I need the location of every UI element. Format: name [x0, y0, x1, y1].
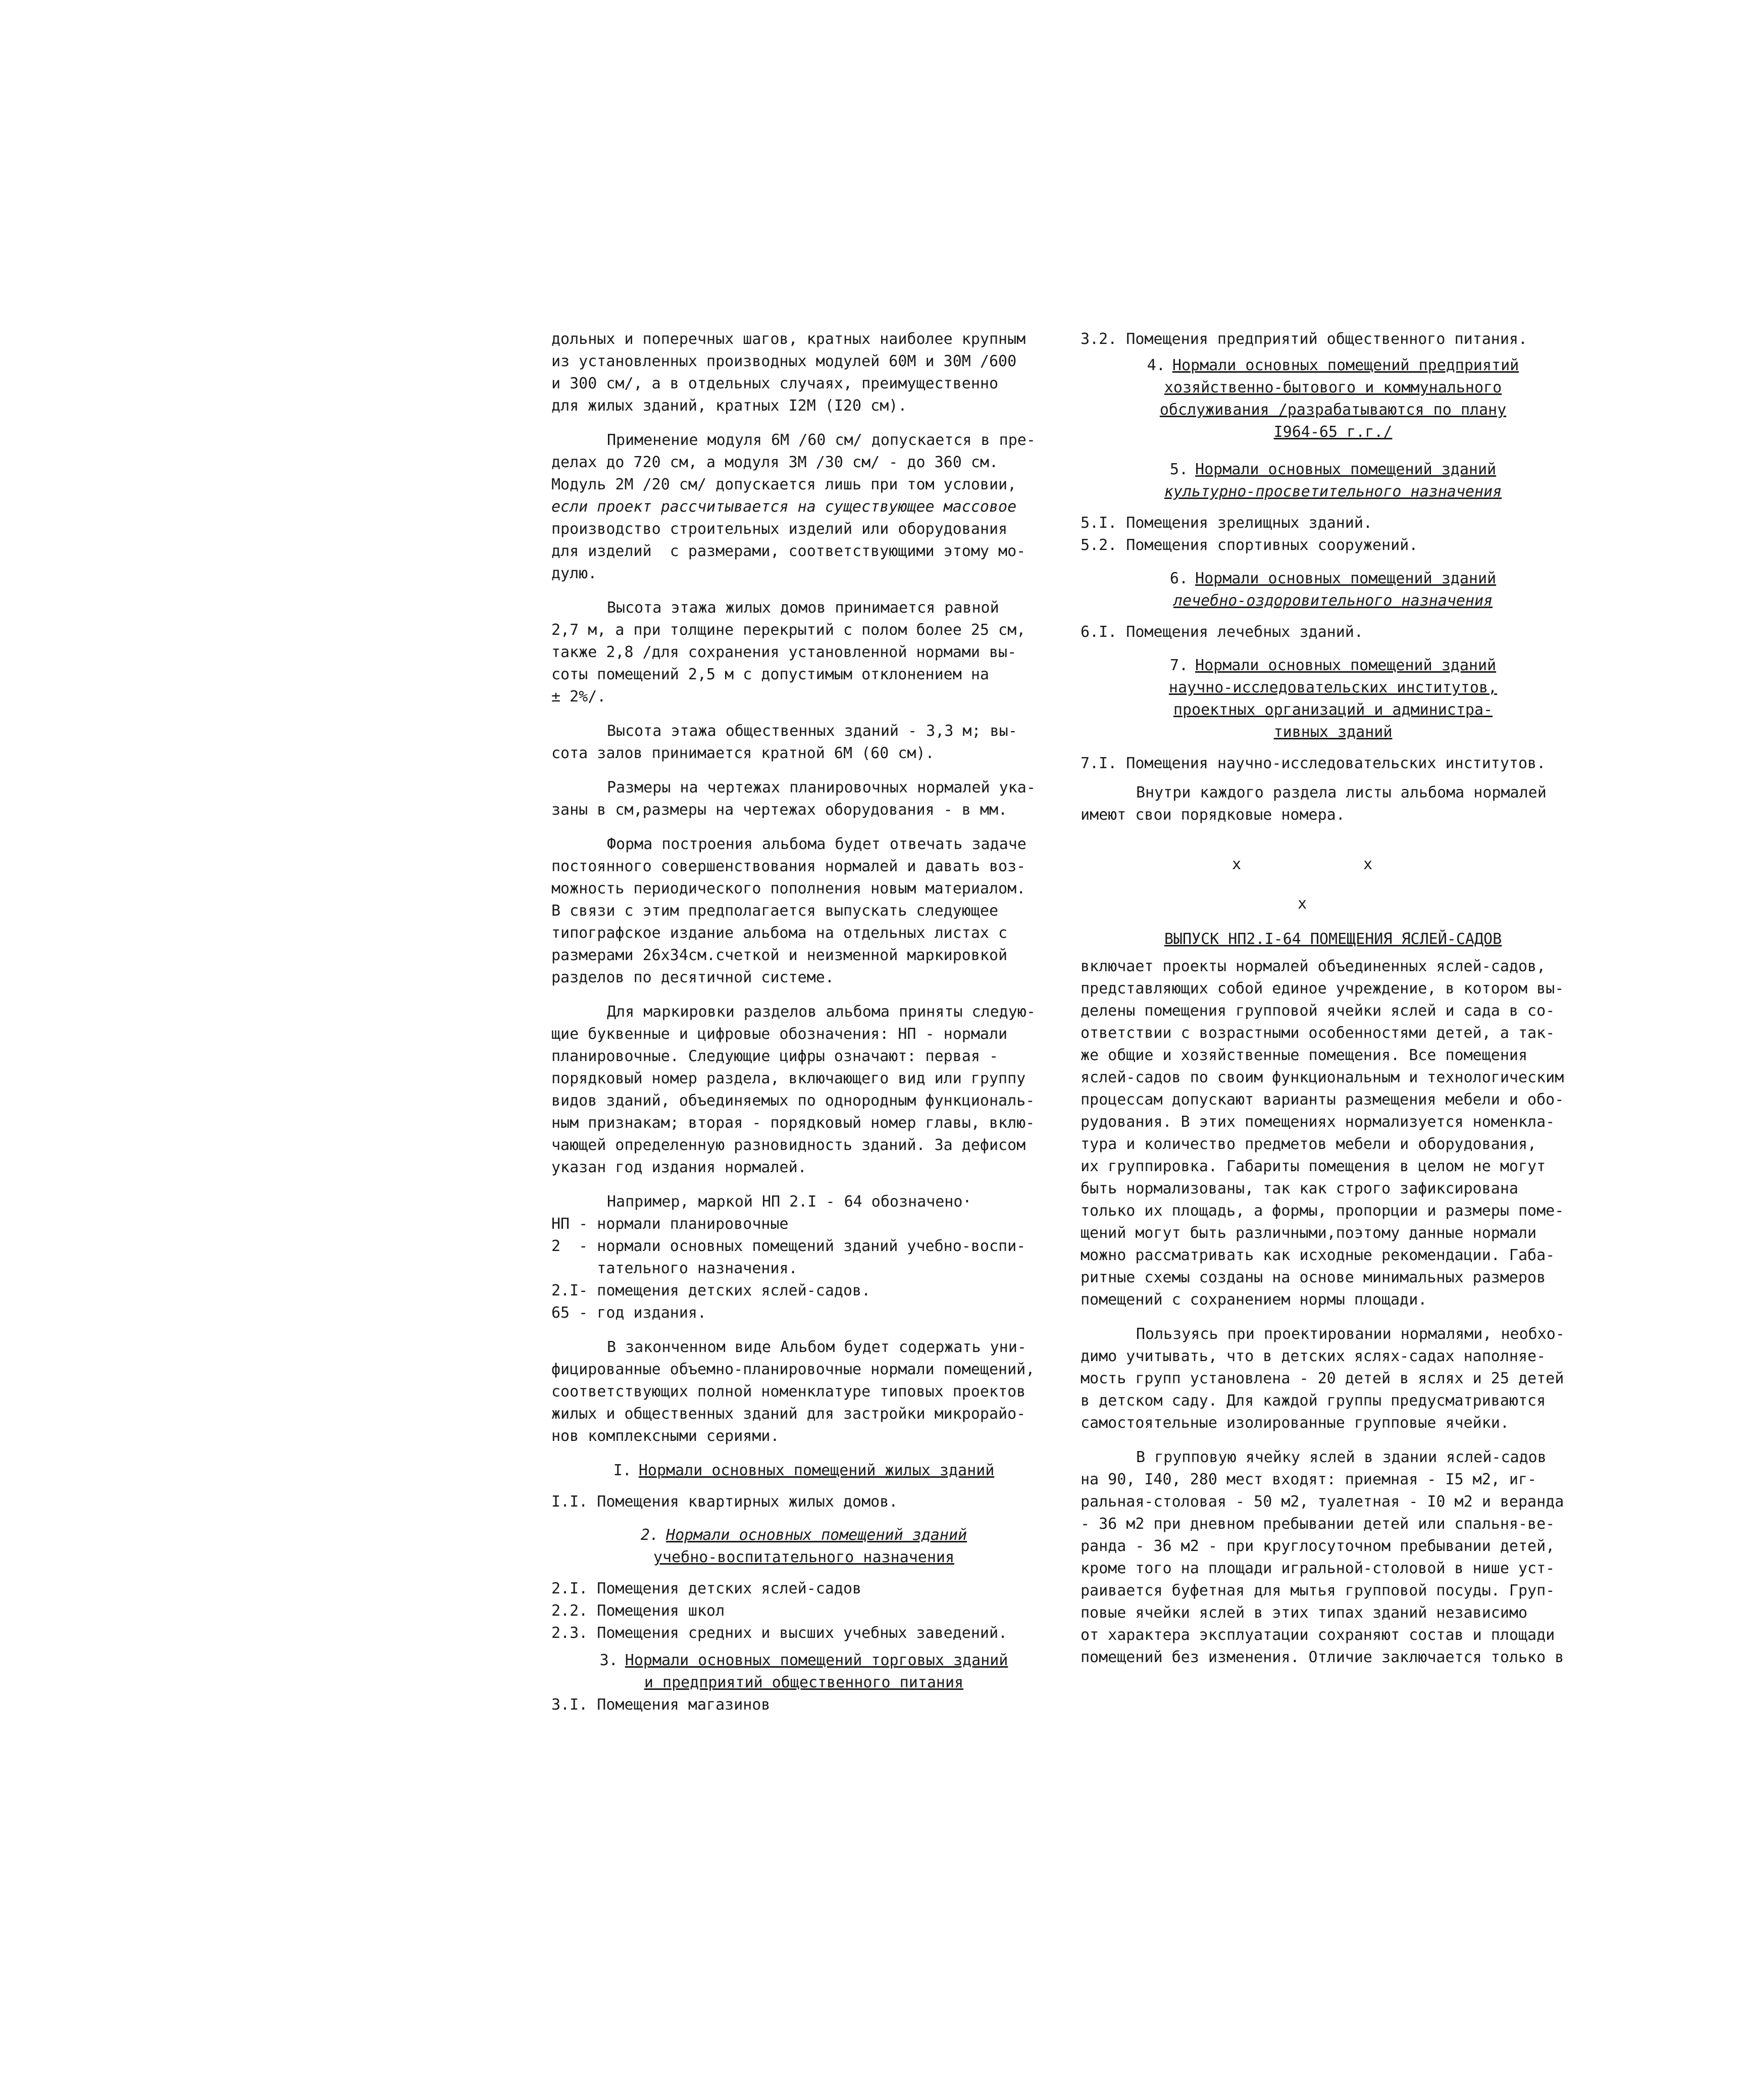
text-line: 2.I- помещения детских яслей-садов.: [551, 1282, 871, 1299]
text-line: от характера эксплуатации сохраняют состав и площади: [1081, 1626, 1555, 1644]
list-item: 5.I. Помещения зрелищных зданий.: [1081, 514, 1372, 532]
text-line: заны в см,размеры на чертежах оборудования - в мм.: [551, 801, 1008, 819]
text-line: чающей определенную разновидность зданий. За дефисом: [551, 1136, 1026, 1154]
section-heading-3: [551, 1649, 1056, 1694]
text-line: типографское издание альбома на отдельных листах с: [551, 924, 1008, 942]
text-line: дольных и поперечных шагов, кратных наиболее крупным: [551, 330, 1026, 348]
list-item: 3.I. Помещения магазинов: [551, 1696, 771, 1714]
section-heading-5: [1081, 459, 1585, 503]
text-line: порядковый номер раздела, включающего вид или группу: [551, 1070, 1026, 1087]
text-line: Форма построения альбома будет отвечать задаче: [607, 835, 1027, 853]
text-line: кроме того на площади игральной-столовой в нише уст-: [1081, 1560, 1555, 1577]
section-heading-4: [1081, 355, 1585, 443]
list-item: 2.I. Помещения детских яслей-садов: [551, 1580, 862, 1597]
paragraph: [551, 720, 1056, 765]
section-title: Нормали основных помещений жилых зданий: [638, 1462, 995, 1479]
text-line: Размеры на чертежах планировочных нормалей ука-: [607, 779, 1036, 796]
text-line: из установленных производных модулей 60М и 30М /600: [551, 353, 1017, 370]
separator-marks: [1081, 838, 1585, 919]
paragraph: [1081, 1446, 1585, 1669]
list-item: 7.I. Помещения научно-исследовательских институтов.: [1081, 755, 1546, 772]
text-line: постоянного совершенствования нормалей и давать воз-: [551, 858, 1026, 875]
section-list-2: [551, 1578, 1056, 1644]
text-line: сота залов принимается кратной 6М (60 см).: [551, 744, 935, 762]
separator-x: x: [1298, 895, 1307, 913]
text-line: повые ячейки яслей в этих типах зданий независимо: [1081, 1604, 1528, 1622]
section-title: Нормали основных помещений зданий: [666, 1526, 967, 1544]
text-line: щие буквенные и цифровые обозначения: НП - нормали: [551, 1025, 1008, 1043]
text-line: рудования. В этих помещениях нормализуется номенкла-: [1081, 1113, 1555, 1131]
paragraph: [551, 833, 1056, 989]
text-line: делах до 720 см, а модуля 3М /30 см/ - до 360 см.: [551, 454, 999, 471]
text-line: ± 2%/.: [551, 688, 606, 706]
text-line: ным признакам; вторая - порядковый номер главы, вклю-: [551, 1114, 1035, 1132]
section-heading-2: [551, 1524, 1056, 1569]
release-title: ВЫПУСК НП2.I-64 ПОМЕЩЕНИЯ ЯСЛЕЙ-САДОВ: [1164, 930, 1502, 948]
text-line: НП - нормали планировочные: [551, 1215, 789, 1233]
paragraph: [551, 777, 1056, 821]
text-line: размерами 26х34см.счеткой и неизменной маркировкой: [551, 946, 1008, 964]
paragraph: [551, 429, 1056, 585]
text-line: Для маркировки разделов альбома приняты следую-: [607, 1003, 1036, 1021]
text-line: ранда - 36 м2 - при круглосуточном пребывании детей,: [1081, 1537, 1555, 1555]
section-number: 3.: [599, 1652, 618, 1669]
text-line: тура и количество предметов мебели и оборудования,: [1081, 1135, 1537, 1153]
section-title-line: культурно-просветительного назначения: [1164, 483, 1502, 501]
text-line: помещений без изменения. Отличие заключается только в: [1081, 1648, 1564, 1666]
text-line: указан год издания нормалей.: [551, 1159, 807, 1176]
paragraph: [1081, 1323, 1585, 1434]
text-line: ритные схемы созданы на основе минимальных размеров: [1081, 1269, 1546, 1286]
text-line: В групповую ячейку яслей в здании яслей-садов: [1136, 1448, 1547, 1466]
text-line: и 300 см/, а в отдельных случаях, преимущественно: [551, 375, 999, 392]
text-line: щений могут быть различными,поэтому данные нормали: [1081, 1224, 1537, 1242]
text-line: их группировка. Габариты помещения в целом не могут: [1081, 1158, 1546, 1175]
section-list-3: [551, 1694, 1056, 1716]
section-number: 4.: [1147, 357, 1165, 374]
section-title-line: обслуживания /разрабатываются по плану: [1159, 401, 1507, 419]
section-title-line: и предприятий общественного питания: [644, 1674, 964, 1691]
section-list-5: [1081, 512, 1585, 557]
separator-x: x: [1232, 856, 1242, 873]
text-line: представляющих собой единое учреждение, в котором вы-: [1081, 980, 1564, 997]
text-line: в детском саду. Для каждой группы предусматриваются: [1081, 1392, 1546, 1410]
section-title: Нормали основных помещений зданий: [1195, 657, 1497, 674]
text-line: включает проекты нормалей объединенных яслей-садов,: [1081, 958, 1546, 975]
section-number: I.: [613, 1462, 632, 1479]
text-line: - 36 м2 при дневном пребывании детей или спальня-ве-: [1081, 1515, 1555, 1533]
section-number: 7.: [1169, 657, 1189, 674]
text-line: 65 - год издания.: [551, 1304, 707, 1322]
text-line: имеют свои порядковые номера.: [1081, 806, 1345, 824]
section-heading-6: [1081, 568, 1585, 612]
paragraph: [551, 597, 1056, 708]
text-line: нов комплексными сериями.: [551, 1427, 780, 1445]
text-line: процессам допускают варианты размещения мебели и обо-: [1081, 1091, 1564, 1109]
text-line: жилых и общественных зданий для застройки микрорайо-: [551, 1405, 1026, 1423]
text-line: Внутри каждого раздела листы альбома нормалей: [1136, 784, 1547, 802]
text-line: В законченном виде Альбом будет содержать уни-: [607, 1338, 1027, 1356]
text-line: В связи с этим предполагается выпускать следующее: [551, 902, 999, 920]
list-item: 5.2. Помещения спортивных сооружений.: [1081, 536, 1418, 554]
section-title-line: научно-исследовательских институтов,: [1168, 679, 1498, 696]
italic-text-line: если проект рассчитывается на существующее массовое: [551, 498, 1017, 516]
text-line: самостоятельные изолированные групповые ячейки.: [1081, 1414, 1509, 1432]
text-line: на 90, I40, 280 мест входят: приемная - I5 м2, иг-: [1081, 1471, 1537, 1488]
text-line: быть нормализованы, так как строго зафиксирована: [1081, 1180, 1518, 1197]
text-line: Например, маркой НП 2.I - 64 обозначено·: [607, 1193, 972, 1211]
section-list-7: [1081, 753, 1585, 775]
section-title-line: учебно-воспитательного назначения: [653, 1548, 955, 1566]
section-list-1: [551, 1491, 1056, 1513]
list-item: 6.I. Помещения лечебных зданий.: [1081, 623, 1363, 641]
list-item: 2.3. Помещения средних и высших учебных заведений.: [551, 1624, 1008, 1642]
section-number: 5.: [1169, 461, 1189, 478]
text-line: фицированные объемно-планировочные нормали помещений,: [551, 1361, 1035, 1378]
text-line: димо учитывать, что в детских яслях-садах наполняе-: [1081, 1347, 1546, 1365]
section-list-6: [1081, 621, 1585, 643]
section-number: 6.: [1169, 570, 1189, 587]
section-title: Нормали основных помещений торговых зданий: [625, 1652, 1008, 1669]
text-line: раивается буфетная для мытья групповой посуды. Груп-: [1081, 1582, 1555, 1599]
text-line: Применение модуля 6М /60 см/ допускается в пре-: [607, 431, 1036, 449]
text-line: Высота этажа жилых домов принимается равной: [607, 599, 999, 617]
section-title-line: лечебно-оздоровительного назначения: [1173, 592, 1493, 610]
paragraph: [551, 1001, 1056, 1179]
text-line: 2,7 м, а при толщине перекрытий с полом более 25 см,: [551, 621, 1026, 639]
text-line: соответствующих полной номенклатуре типовых проектов: [551, 1383, 1026, 1401]
paragraph: [551, 328, 1056, 417]
text-line: соты помещений 2,5 м с допустимым отклонением на: [551, 666, 989, 683]
text-line: делены помещения групповой ячейки яслей и сада в со-: [1081, 1002, 1555, 1020]
text-line: также 2,8 /для сохранения установленной нормами вы-: [551, 643, 1017, 661]
text-line: можность периодического пополнения новым материалом.: [551, 880, 1026, 897]
section-title-line: тивных зданий: [1273, 723, 1393, 741]
text-line: ральная-столовая - 50 м2, туалетная - I0 м2 и веранда: [1081, 1493, 1564, 1511]
text-line: производство строительных изделий или оборудования: [551, 520, 1008, 538]
text-line: дулю.: [551, 565, 597, 582]
list-item: I.I. Помещения квартирных жилых домов.: [551, 1493, 898, 1511]
section-number: 2.: [640, 1526, 659, 1544]
text-line: видов зданий, объединяемых по однородным функциональ-: [551, 1092, 1035, 1110]
text-line: тательного назначения.: [551, 1260, 798, 1277]
right-column: [1081, 328, 1585, 1681]
section-heading-7: [1081, 655, 1585, 743]
text-line: ответствии с возрастными особенностями детей, а так-: [1081, 1024, 1555, 1042]
list-item: 3.2. Помещения предприятий общественного питания.: [1081, 330, 1528, 348]
text-line: можно рассматривать как исходные рекомендации. Габа-: [1081, 1246, 1555, 1264]
list-item: 2.2. Помещения школ: [551, 1602, 725, 1620]
text-line: Модуль 2М /20 см/ допускается лишь при том условии,: [551, 476, 1017, 493]
text-line: мость групп установлена - 20 детей в яслях и 25 детей: [1081, 1370, 1564, 1387]
paragraph: [551, 1336, 1056, 1447]
section-title: Нормали основных помещений предприятий: [1172, 357, 1519, 374]
paragraph: [1081, 956, 1585, 1311]
text-line: Пользуясь при проектировании нормалями, необхо-: [1136, 1325, 1565, 1343]
section-title: Нормали основных помещений зданий: [1195, 461, 1497, 478]
section-title-line: проектных организаций и администра-: [1173, 701, 1493, 719]
section-title-line: I964-65 г.г./: [1273, 423, 1393, 441]
text-line: планировочные. Следующие цифры означают: первая -: [551, 1047, 999, 1065]
text-line: для жилых зданий, кратных I2М (I20 см).: [551, 397, 907, 415]
section-heading-1: [551, 1460, 1056, 1482]
paragraph: [1081, 782, 1585, 826]
text-line: же общие и хозяйственные помещения. Все помещения: [1081, 1046, 1528, 1064]
section-title: Нормали основных помещений зданий: [1195, 570, 1497, 587]
section-list-3-cont: [1081, 328, 1585, 351]
text-line: только их площадь, а формы, пропорции и размеры поме-: [1081, 1202, 1564, 1220]
text-line: 2 - нормали основных помещений зданий учебно-воспи-: [551, 1237, 1026, 1255]
text-line: для изделий с размерами, соответствующими этому мо-: [551, 542, 1026, 560]
text-line: яслей-садов по своим функциональным и технологическим: [1081, 1069, 1564, 1086]
paragraph: [551, 1191, 1056, 1324]
section-title-line: хозяйственно-бытового и коммунального: [1164, 379, 1502, 396]
left-column: [551, 328, 1056, 1716]
text-line: Высота этажа общественных зданий - 3,3 м; вы-: [607, 722, 1017, 740]
separator-x: x: [1363, 856, 1373, 873]
text-line: разделов по десятичной системе.: [551, 969, 834, 986]
text-line: помещений с сохранением нормы площади.: [1081, 1291, 1427, 1309]
